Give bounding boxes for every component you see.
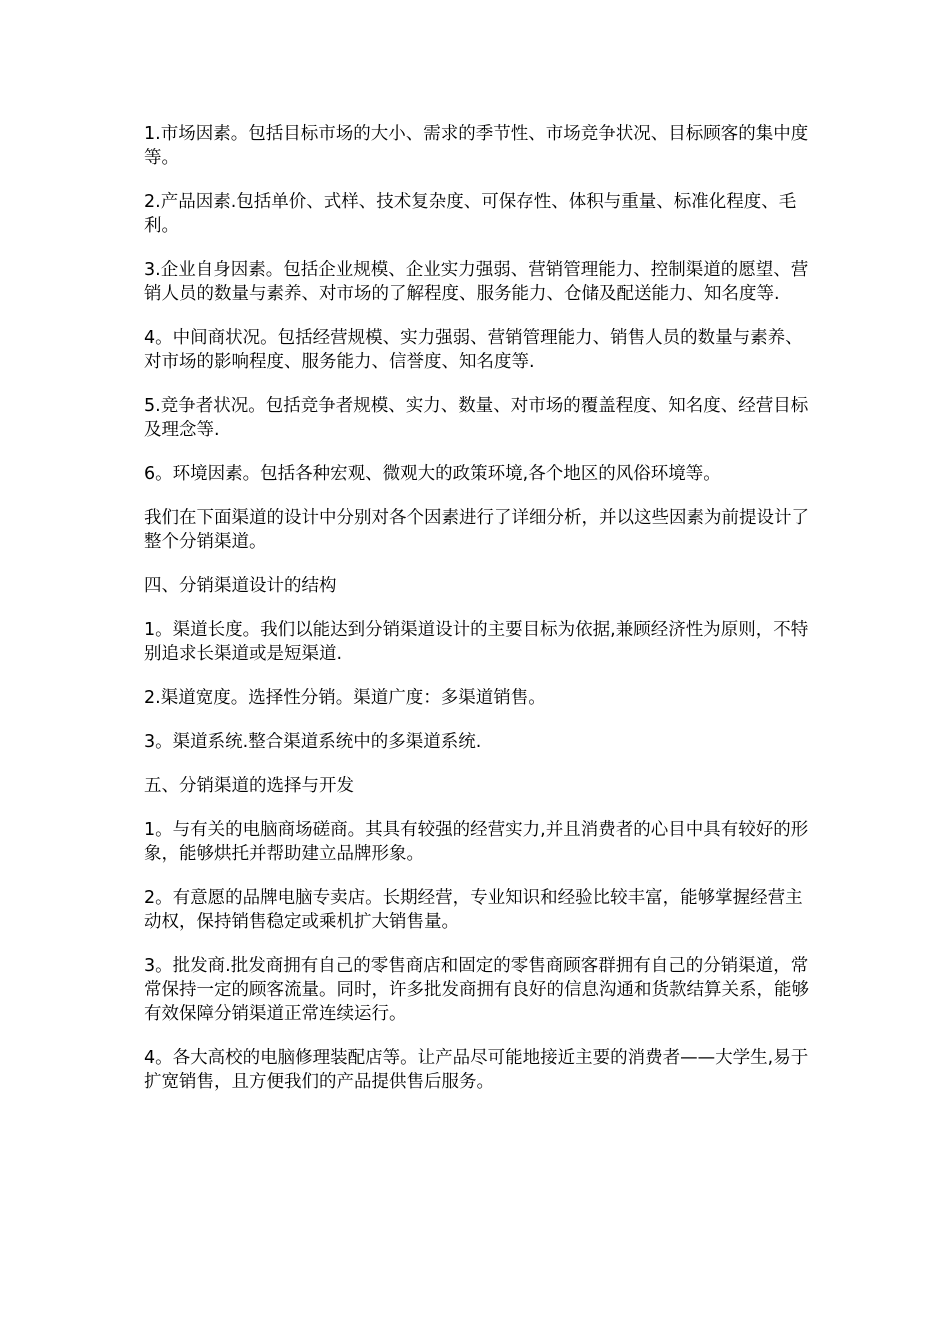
paragraph-analysis-summary: 我们在下面渠道的设计中分别对各个因素进行了详细分析，并以这些因素为前提设计了整个分销渠道。 bbox=[144, 508, 809, 552]
paragraph-channel-length: 1。渠道长度。我们以能达到分销渠道设计的主要目标为依据,兼顾经济性为原则，不特别追求长渠道或是短渠道. bbox=[144, 620, 809, 664]
paragraph-computer-malls: 1。与有关的电脑商场磋商。其具有较强的经营实力,并且消费者的心目中具有较好的形象，能够烘托并帮助建立品牌形象。 bbox=[144, 820, 809, 864]
paragraph-product-factors: 2.产品因素.包括单价、式样、技术复杂度、可保存性、体积与重量、标准化程度、毛利。 bbox=[144, 192, 797, 236]
paragraph-brand-stores: 2。有意愿的品牌电脑专卖店。长期经营，专业知识和经验比较丰富，能够掌握经营主动权，保持销售稳定或乘机扩大销售量。 bbox=[144, 888, 803, 932]
paragraph-channel-width: 2.渠道宽度。选择性分销。渠道广度：多渠道销售。 bbox=[144, 688, 546, 708]
paragraph-intermediary-status: 4。中间商状况。包括经营规模、实力强弱、营销管理能力、销售人员的数量与素养、对市场的影响程度、服务能力、信誉度、知名度等. bbox=[144, 328, 803, 372]
paragraph-competitor-status: 5.竞争者状况。包括竞争者规模、实力、数量、对市场的覆盖程度、知名度、经营目标及理念等. bbox=[144, 396, 809, 440]
document-body bbox=[144, 122, 812, 1114]
section-heading-channel-structure: 四、分销渠道设计的结构 bbox=[144, 576, 337, 596]
paragraph-channel-system: 3。渠道系统.整合渠道系统中的多渠道系统. bbox=[144, 732, 482, 752]
paragraph-market-factors: 1.市场因素。包括目标市场的大小、需求的季节性、市场竞争状况、目标顾客的集中度等。 bbox=[144, 124, 809, 168]
paragraph-enterprise-factors: 3.企业自身因素。包括企业规模、企业实力强弱、营销管理能力、控制渠道的愿望、营销人员的数量与素养、对市场的了解程度、服务能力、仓储及配送能力、知名度等. bbox=[144, 260, 809, 304]
paragraph-university-shops: 4。各大高校的电脑修理装配店等。让产品尽可能地接近主要的消费者——大学生,易于扩宽销售，且方便我们的产品提供售后服务。 bbox=[144, 1048, 809, 1092]
paragraph-environment-factors: 6。环境因素。包括各种宏观、微观大的政策环境,各个地区的风俗环境等。 bbox=[144, 464, 721, 484]
section-heading-channel-selection: 五、分销渠道的选择与开发 bbox=[144, 776, 354, 796]
paragraph-wholesalers: 3。批发商.批发商拥有自己的零售商店和固定的零售商顾客群拥有自己的分销渠道，常常保持一定的顾客流量。同时，许多批发商拥有良好的信息沟通和货款结算关系，能够有效保障分销渠道正常连续运行。 bbox=[144, 956, 809, 1024]
